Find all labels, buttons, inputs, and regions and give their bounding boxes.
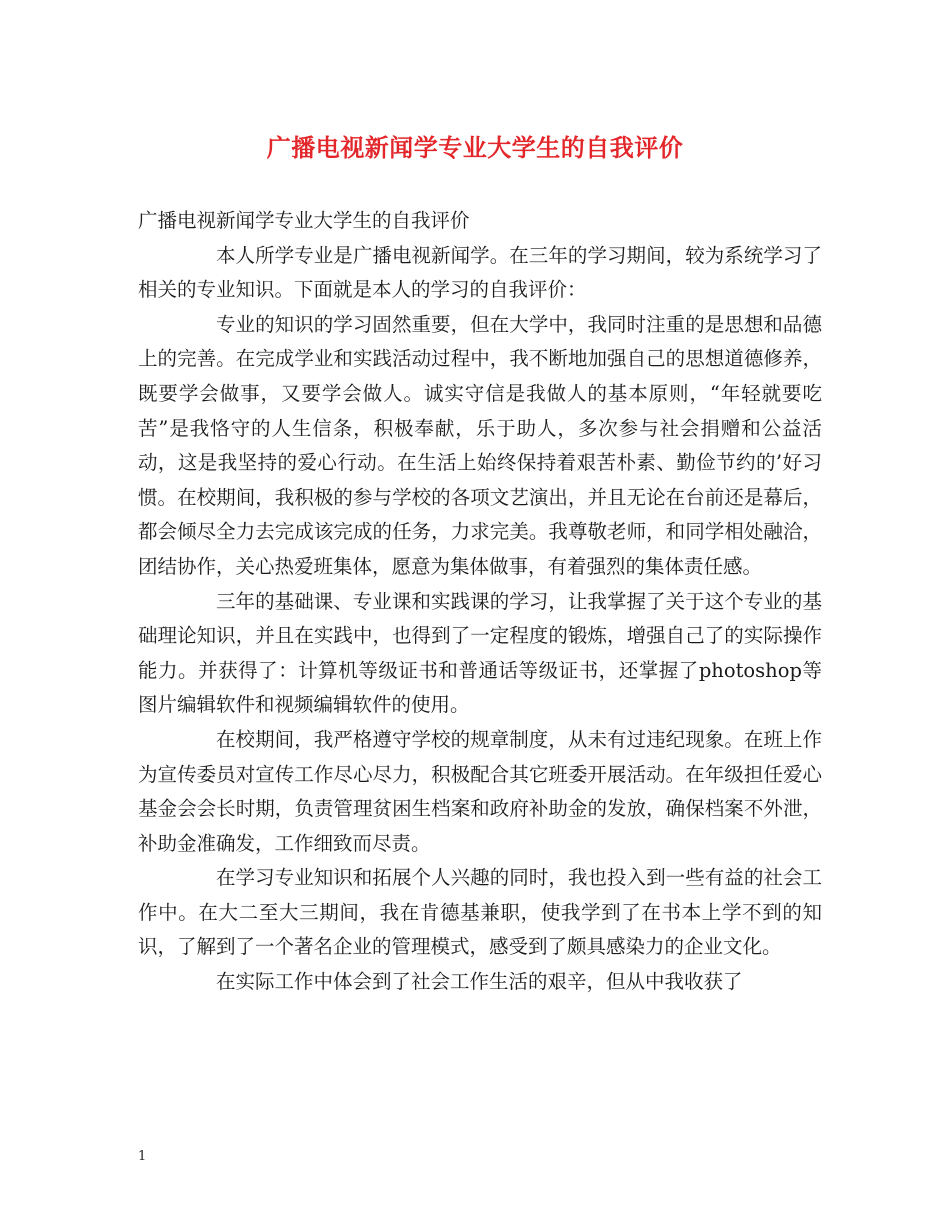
document-subtitle: 广播电视新闻学专业大学生的自我评价	[138, 209, 470, 232]
paragraph-study: 三年的基础课、专业课和实践课的学习，让我掌握了关于这个专业的基础理论知识，并且在实践中，也得到了一定程度的锻炼，增强自己了的实际操作能力。并获得了：计算机等级证书和普通话等级证书，还掌握了photoshop等图片编辑软件和视频编辑软件的使用。	[138, 589, 822, 717]
page-number: 1	[138, 1149, 147, 1164]
document-body	[138, 204, 822, 1000]
paragraph-moral: 专业的知识的学习固然重要，但在大学中，我同时注重的是思想和品德上的完善。在完成学业和实践活动过程中，我不断地加强自己的思想道德修养，既要学会做事，又要学会做人。诚实守信是我做人的基本原则，“年轻就要吃苦”是我恪守的人生信条，积极奉献，乐于助人，多次参与社会捐赠和公益活动，这是我坚持的爱心行动。在生活上始终保持着艰苦朴素、勤俭节约的’好习惯。在校期间，我积极的参与学校的各项文艺演出，并且无论在台前还是幕后，都会倾尽全力去完成该完成的任务，力求完美。我尊敬老师，和同学相处融洽，团结协作，关心热爱班集体，愿意为集体做事，有着强烈的集体责任感。	[138, 312, 822, 578]
paragraph-intro: 本人所学专业是广播电视新闻学。在三年的学习期间，较为系统学习了相关的专业知识。下面就是本人的学习的自我评价：	[138, 243, 822, 302]
paragraph-discipline: 在校期间，我严格遵守学校的规章制度，从未有过违纪现象。在班上作为宣传委员对宣传工作尽心尽力，积极配合其它班委开展活动。在年级担任爱心基金会会长时期，负责管理贫困生档案和政府补助金的发放，确保档案不外泄，补助金准确发，工作细致而尽责。	[138, 727, 822, 855]
paragraph-experience: 在实际工作中体会到了社会工作生活的艰辛，但从中我收获了	[216, 970, 743, 994]
paragraph-social-work: 在学习专业知识和拓展个人兴趣的同时，我也投入到一些有益的社会工作中。在大二至大三期间，我在肯德基兼职，使我学到了在书本上学不到的知识，了解到了一个著名企业的管理模式，感受到了颇具感染力的企业文化。	[138, 866, 822, 959]
document-title: 广播电视新闻学专业大学生的自我评价	[266, 133, 684, 162]
